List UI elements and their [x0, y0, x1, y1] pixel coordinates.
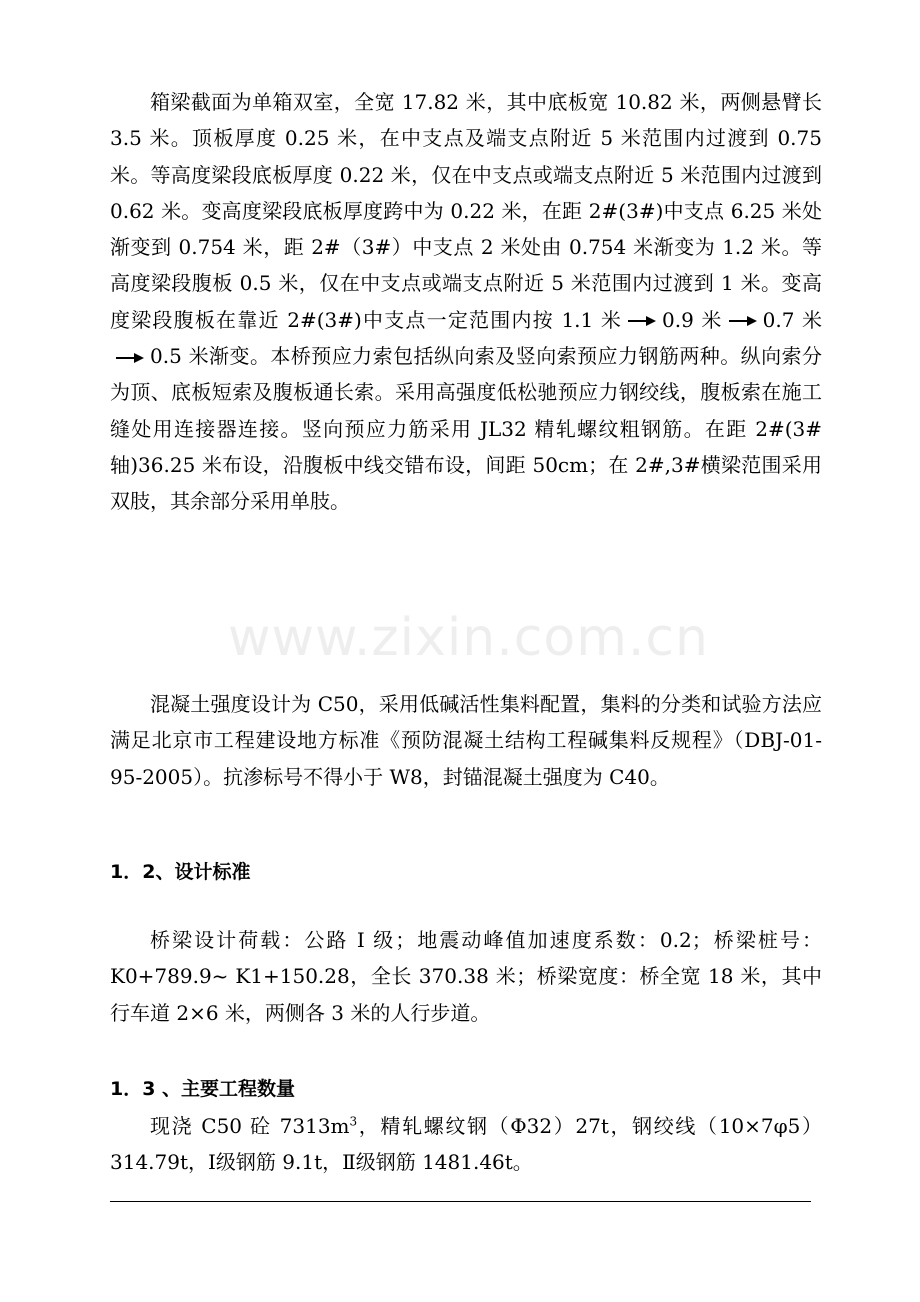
paragraph-quantities [110, 1108, 822, 1181]
right-arrow-icon [116, 352, 144, 364]
quantities-text-b: ，精轧螺纹钢（Φ32）27t，钢绞线（10×7φ5）314.79t，Ⅰ级钢筋 9.1t，Ⅱ级钢筋 1481.46t。 [110, 1114, 822, 1175]
para1-text-3: 0.7 米 [762, 307, 822, 332]
paragraph-design-standard: 桥梁设计荷载：公路 I 级；地震动峰值加速度系数：0.2；桥梁桩号：K0+789.9~ K1+150.28，全长 370.38 米；桥梁宽度：桥全宽 18 米，其中行车道 2×6 米，两侧各 3 米的人行步道。 [110, 928, 822, 1025]
quantities-text-a: 现浇 C50 砼 7313m [150, 1114, 350, 1138]
para1-text-2: 0.9 米 [662, 307, 723, 332]
superscript-three: 3 [349, 1114, 358, 1129]
paragraph-box-girder [110, 84, 822, 520]
paragraph-concrete: 混凝土强度设计为 C50，采用低碱活性集料配置，集料的分类和试验方法应满足北京市工程建设地方标准《预防混凝土结构工程碱集料反规程》（DBJ-01-95-2005）。抗渗标号不得小于 W8，封锚混凝土强度为 C40。 [110, 692, 822, 789]
right-arrow-icon [729, 315, 757, 327]
heading-design-standard: 1．2、设计标准 [110, 861, 251, 883]
para1-text-1: 箱梁截面为单箱双室，全宽 17.82 米，其中底板宽 10.82 米，两侧悬臂长 3.5 米。顶板厚度 0.25 米，在中支点及端支点附近 5 米范围内过渡到 0.75 米。等高度梁段底板厚度 0.22 米，仅在中支点或端支点附近 5 米范围内过渡到 0.62 米。变高度梁段底板厚度跨中为 0.22 米，在距 2#(3#)中支点 6.25 米处渐变到 0.754 米，距 2#（3#）中支点 2 米处由 0.754 米渐变为 1.2 米。等高度梁段腹板 0.5 米，仅在中支点或端支点附近 5 米范围内过渡到 1 米。变高度梁段腹板在靠近 2#(3#)中支点一定范围内按 1.1 米 [110, 90, 822, 332]
heading-quantities: 1．3 、主要工程数量 [110, 1078, 296, 1100]
right-arrow-icon [628, 315, 656, 327]
para1-text-4: 0.5 米渐变。本桥预应力索包括纵向索及竖向索预应力钢筋两种。纵向索分为顶、底板短索及腹板通长索。采用高强度低松驰预应力钢绞线，腹板索在施工缝处用连接器连接。竖向预应力筋采用 JL32 精轧螺纹粗钢筋。在距 2#(3#轴)36.25 米布设，沿腹板中线交错布设，间距 50cm；在 2#,3#横梁范围采用双肢，其余部分采用单肢。 [110, 344, 822, 514]
footer-rule [110, 1201, 811, 1202]
watermark: www.zixin.com.cn [228, 608, 709, 668]
